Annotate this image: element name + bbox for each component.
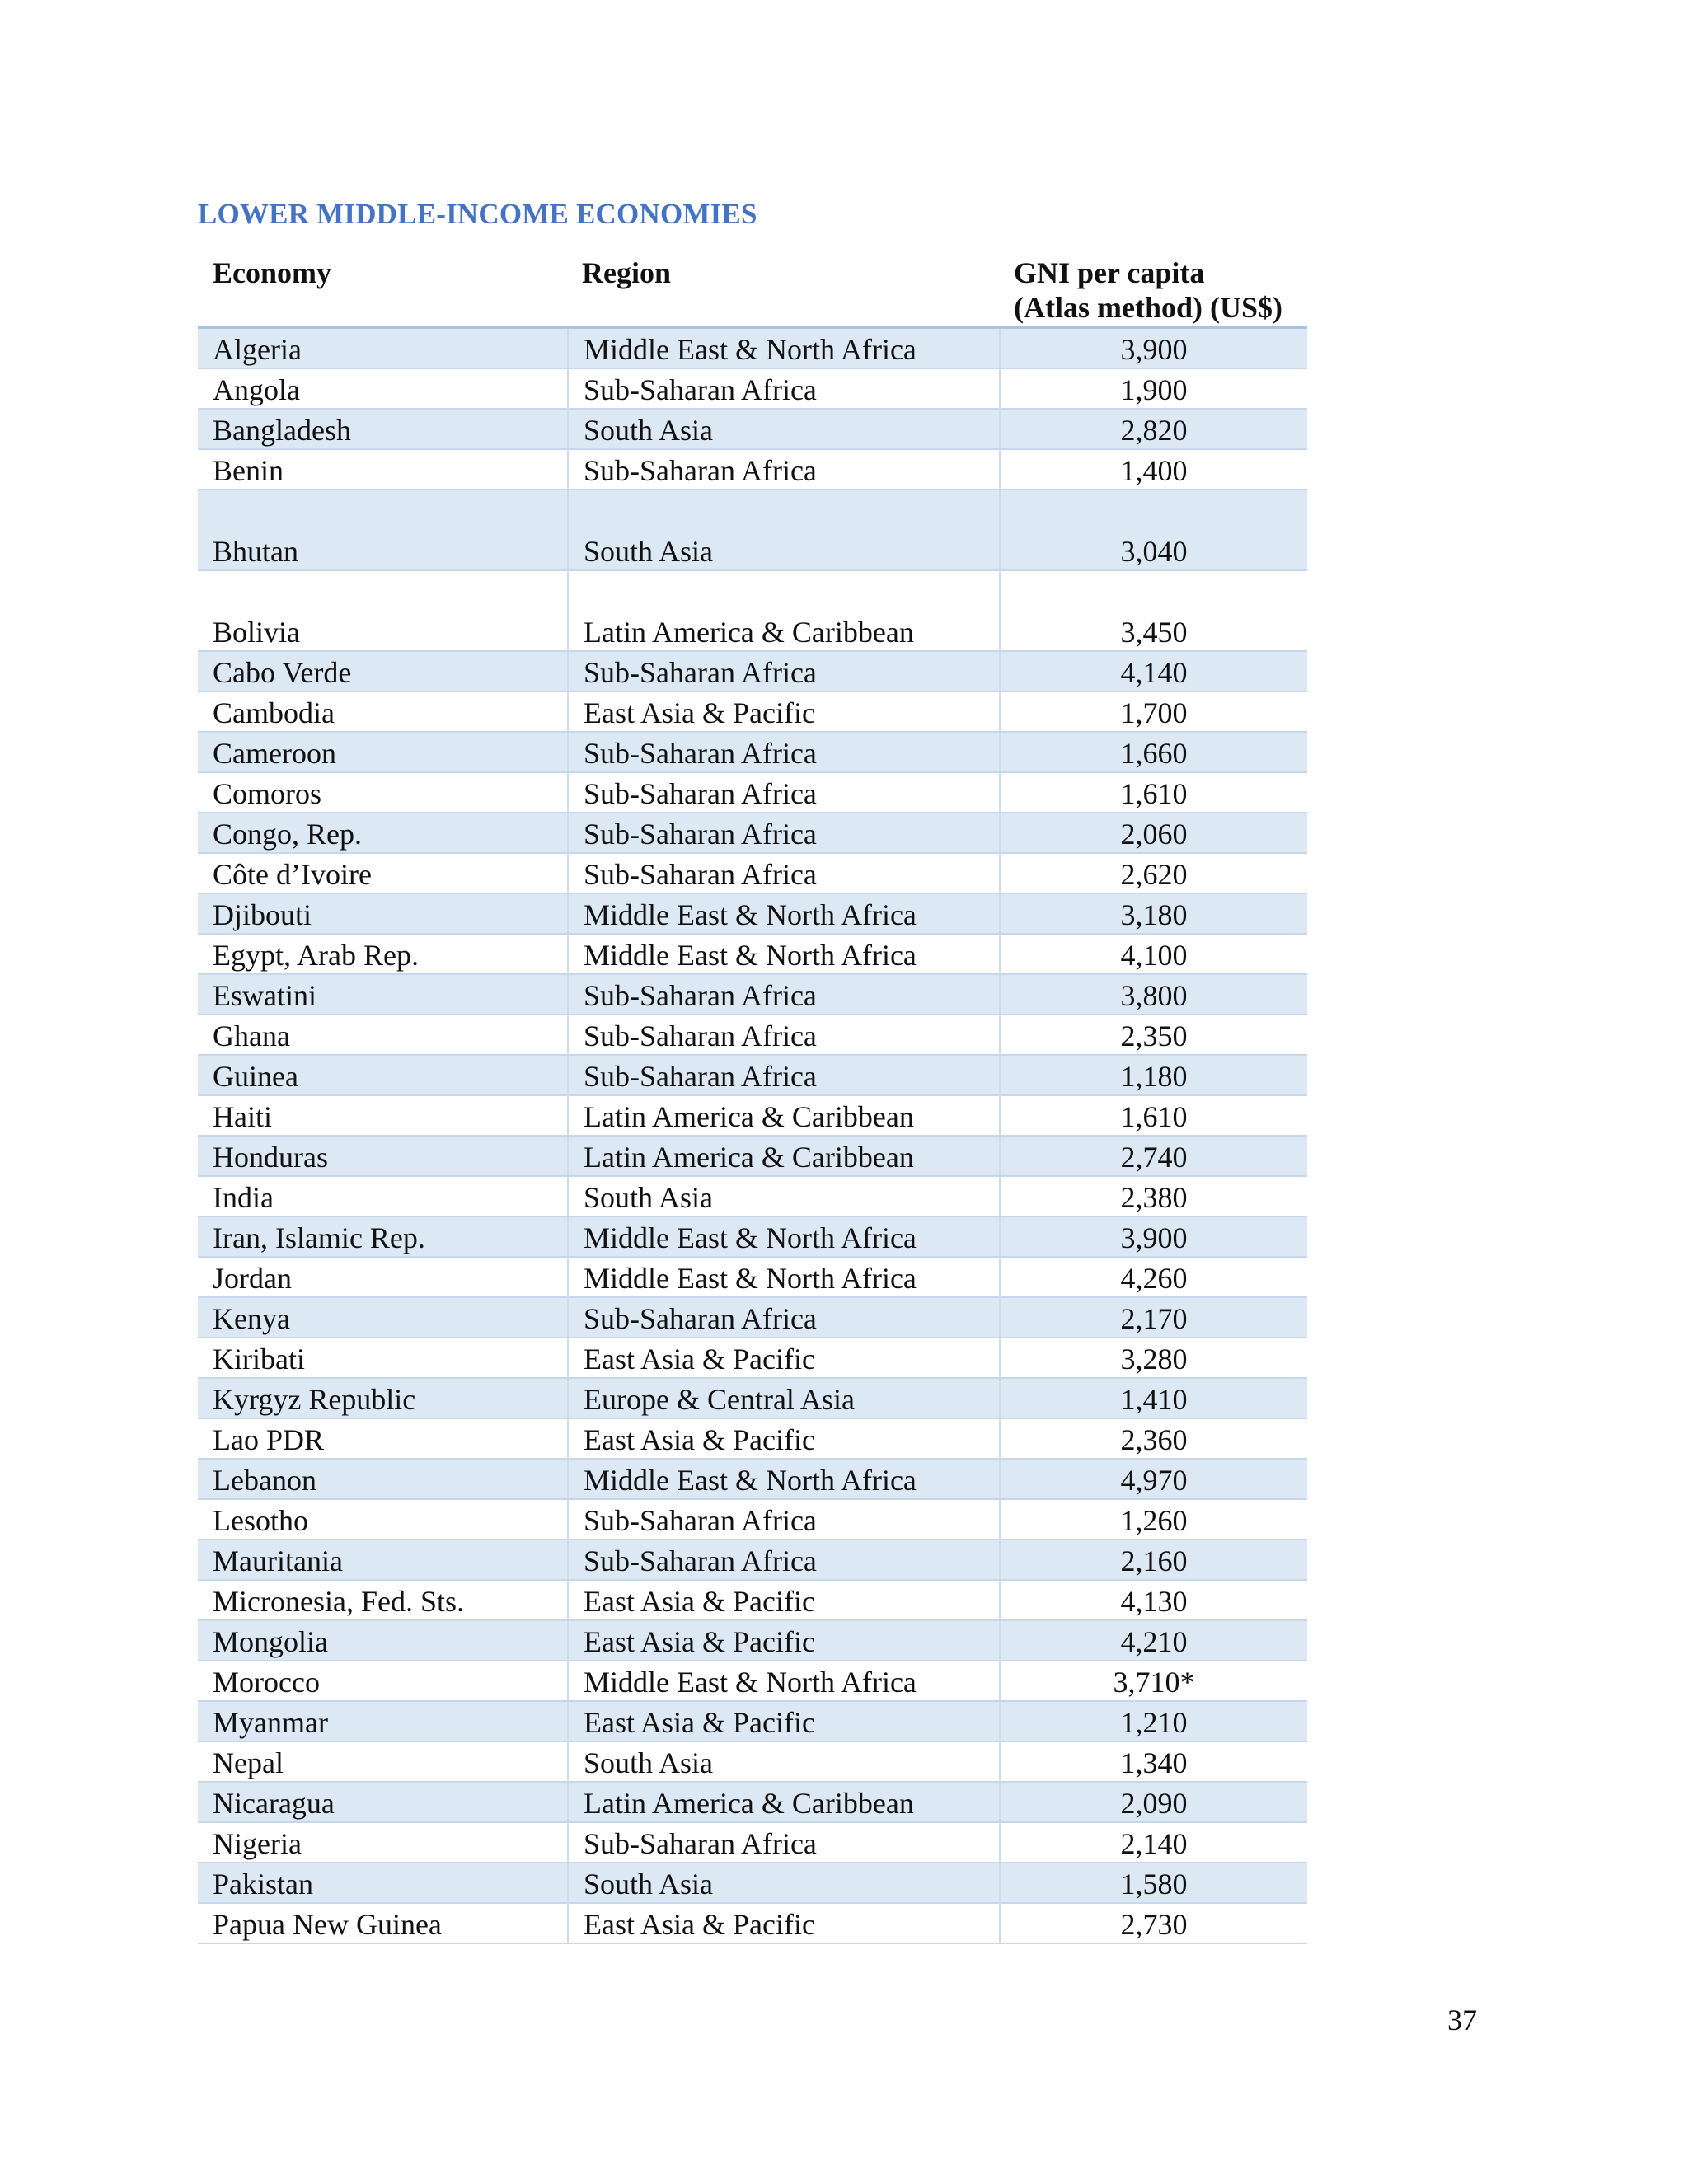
economy-cell: Cameroon xyxy=(213,737,336,770)
economy-cell: Guinea xyxy=(213,1060,298,1093)
gni-cell: 2,620 xyxy=(999,854,1307,893)
income-table xyxy=(198,254,1307,1944)
gni-cell: 1,900 xyxy=(999,369,1307,408)
table-row xyxy=(198,773,1307,813)
table-row xyxy=(198,1379,1307,1419)
economy-cell: Kyrgyz Republic xyxy=(213,1383,416,1416)
table-row xyxy=(198,1298,1307,1338)
table-row xyxy=(198,894,1307,935)
economy-cell: Cambodia xyxy=(213,696,335,729)
region-cell: East Asia & Pacific xyxy=(567,1419,999,1458)
table-row xyxy=(198,652,1307,692)
gni-cell: 3,450 xyxy=(999,571,1307,650)
region-cell: Sub-Saharan Africa xyxy=(567,813,999,852)
economy-cell: Algeria xyxy=(213,333,302,366)
table-row xyxy=(198,1217,1307,1258)
table-row xyxy=(198,1056,1307,1096)
economy-cell: Bolivia xyxy=(213,616,300,649)
region-cell: Latin America & Caribbean xyxy=(567,571,999,650)
gni-cell: 1,660 xyxy=(999,733,1307,771)
economy-cell: Angola xyxy=(213,373,300,406)
region-cell: East Asia & Pacific xyxy=(567,1904,999,1943)
economy-cell: Nicaragua xyxy=(213,1787,335,1820)
economy-cell: Iran, Islamic Rep. xyxy=(213,1221,425,1254)
economy-cell: Egypt, Arab Rep. xyxy=(213,939,419,972)
gni-cell: 1,700 xyxy=(999,692,1307,731)
table-row xyxy=(198,692,1307,733)
gni-cell: 3,710* xyxy=(999,1661,1307,1700)
region-cell: Sub-Saharan Africa xyxy=(567,652,999,691)
gni-cell: 1,340 xyxy=(999,1742,1307,1781)
region-cell: Sub-Saharan Africa xyxy=(567,975,999,1014)
table-row xyxy=(198,571,1307,652)
region-cell: South Asia xyxy=(567,1863,999,1902)
gni-cell: 2,140 xyxy=(999,1823,1307,1862)
economy-cell: Lesotho xyxy=(213,1504,308,1537)
gni-cell: 2,350 xyxy=(999,1015,1307,1054)
table-row xyxy=(198,813,1307,854)
region-cell: Middle East & North Africa xyxy=(567,1460,999,1498)
gni-cell: 1,580 xyxy=(999,1863,1307,1902)
region-cell: South Asia xyxy=(567,410,999,448)
region-cell: Middle East & North Africa xyxy=(567,329,999,368)
region-cell: Sub-Saharan Africa xyxy=(567,1015,999,1054)
table-row xyxy=(198,369,1307,410)
region-cell: Sub-Saharan Africa xyxy=(567,733,999,771)
gni-cell: 1,400 xyxy=(999,450,1307,489)
economy-cell: Morocco xyxy=(213,1666,320,1699)
table-row xyxy=(198,490,1307,571)
region-cell: East Asia & Pacific xyxy=(567,1702,999,1741)
gni-cell: 3,280 xyxy=(999,1338,1307,1377)
economy-cell: Kiribati xyxy=(213,1343,305,1376)
gni-cell: 3,040 xyxy=(999,490,1307,569)
economy-cell: Nigeria xyxy=(213,1827,302,1860)
page-title: LOWER MIDDLE-INCOME ECONOMIES xyxy=(198,198,757,230)
table-header-row xyxy=(198,254,1307,329)
table-row xyxy=(198,1015,1307,1056)
table-row xyxy=(198,1823,1307,1863)
region-cell: Europe & Central Asia xyxy=(567,1379,999,1418)
economy-cell: Cabo Verde xyxy=(213,656,352,689)
gni-cell: 3,900 xyxy=(999,1217,1307,1256)
header-gni xyxy=(999,254,1307,326)
gni-cell: 2,170 xyxy=(999,1298,1307,1337)
table-body xyxy=(198,329,1307,1944)
economy-cell: Haiti xyxy=(213,1100,272,1133)
table-row xyxy=(198,854,1307,894)
table-row xyxy=(198,1338,1307,1379)
gni-cell: 1,610 xyxy=(999,1096,1307,1135)
region-cell: Middle East & North Africa xyxy=(567,894,999,933)
table-row xyxy=(198,1540,1307,1581)
gni-cell: 2,360 xyxy=(999,1419,1307,1458)
economy-cell: Myanmar xyxy=(213,1706,328,1739)
economy-cell: Kenya xyxy=(213,1302,290,1335)
region-cell: Sub-Saharan Africa xyxy=(567,1540,999,1579)
table-row xyxy=(198,1096,1307,1137)
economy-cell: Comoros xyxy=(213,777,322,810)
region-cell: Sub-Saharan Africa xyxy=(567,854,999,893)
region-cell: South Asia xyxy=(567,1742,999,1781)
gni-cell: 1,410 xyxy=(999,1379,1307,1418)
table-row xyxy=(198,1742,1307,1783)
gni-cell: 3,800 xyxy=(999,975,1307,1014)
region-cell: Middle East & North Africa xyxy=(567,1661,999,1700)
header-gni-line1: GNI per capita xyxy=(1014,256,1205,289)
economy-cell: Honduras xyxy=(213,1141,328,1174)
region-cell: East Asia & Pacific xyxy=(567,1581,999,1619)
region-cell: Latin America & Caribbean xyxy=(567,1783,999,1821)
gni-cell: 3,900 xyxy=(999,329,1307,368)
region-cell: East Asia & Pacific xyxy=(567,692,999,731)
economy-cell: Nepal xyxy=(213,1746,284,1779)
region-cell: Latin America & Caribbean xyxy=(567,1096,999,1135)
table-row xyxy=(198,1177,1307,1217)
economy-cell: Bhutan xyxy=(213,535,298,568)
gni-cell: 4,130 xyxy=(999,1581,1307,1619)
economy-cell: Lao PDR xyxy=(213,1423,324,1456)
economy-cell: Côte d’Ivoire xyxy=(213,858,372,891)
economy-cell: Micronesia, Fed. Sts. xyxy=(213,1585,464,1618)
economy-cell: Benin xyxy=(213,454,284,487)
economy-cell: Congo, Rep. xyxy=(213,818,363,851)
header-gni-line2: (Atlas method) (US$) xyxy=(1014,291,1282,324)
gni-cell: 2,160 xyxy=(999,1540,1307,1579)
table-row xyxy=(198,733,1307,773)
region-cell: Sub-Saharan Africa xyxy=(567,1056,999,1094)
gni-cell: 1,610 xyxy=(999,773,1307,812)
economy-cell: Jordan xyxy=(213,1262,292,1295)
region-cell: Sub-Saharan Africa xyxy=(567,1500,999,1539)
region-cell: Sub-Saharan Africa xyxy=(567,1298,999,1337)
gni-cell: 2,060 xyxy=(999,813,1307,852)
table-row xyxy=(198,410,1307,450)
gni-cell: 2,740 xyxy=(999,1137,1307,1175)
economy-cell: Mauritania xyxy=(213,1544,343,1577)
table-row xyxy=(198,1783,1307,1823)
gni-cell: 2,820 xyxy=(999,410,1307,448)
region-cell: East Asia & Pacific xyxy=(567,1621,999,1660)
region-cell: East Asia & Pacific xyxy=(567,1338,999,1377)
table-row xyxy=(198,1702,1307,1742)
table-row xyxy=(198,935,1307,975)
page-number: 37 xyxy=(1447,2004,1477,2036)
economy-cell: Djibouti xyxy=(213,898,312,931)
region-cell: Middle East & North Africa xyxy=(567,935,999,973)
gni-cell: 4,210 xyxy=(999,1621,1307,1660)
region-cell: Sub-Saharan Africa xyxy=(567,450,999,489)
gni-cell: 4,970 xyxy=(999,1460,1307,1498)
economy-cell: Pakistan xyxy=(213,1868,313,1900)
table-row xyxy=(198,329,1307,369)
region-cell: Sub-Saharan Africa xyxy=(567,369,999,408)
table-row xyxy=(198,1581,1307,1621)
gni-cell: 3,180 xyxy=(999,894,1307,933)
region-cell: South Asia xyxy=(567,1177,999,1216)
gni-cell: 4,100 xyxy=(999,935,1307,973)
table-row xyxy=(198,1661,1307,1702)
gni-cell: 1,180 xyxy=(999,1056,1307,1094)
economy-cell: Lebanon xyxy=(213,1464,316,1497)
gni-cell: 1,260 xyxy=(999,1500,1307,1539)
economy-cell: Eswatini xyxy=(213,979,316,1012)
gni-cell: 2,380 xyxy=(999,1177,1307,1216)
economy-cell: Mongolia xyxy=(213,1625,328,1658)
region-cell: Middle East & North Africa xyxy=(567,1258,999,1296)
economy-cell: Ghana xyxy=(213,1019,290,1052)
table-row xyxy=(198,1500,1307,1540)
region-cell: South Asia xyxy=(567,490,999,569)
gni-cell: 4,140 xyxy=(999,652,1307,691)
economy-cell: Bangladesh xyxy=(213,414,351,447)
gni-cell: 2,090 xyxy=(999,1783,1307,1821)
region-cell: Latin America & Caribbean xyxy=(567,1137,999,1175)
table-row xyxy=(198,1419,1307,1460)
region-cell: Sub-Saharan Africa xyxy=(567,1823,999,1862)
header-region: Region xyxy=(582,256,671,289)
gni-cell: 1,210 xyxy=(999,1702,1307,1741)
table-row xyxy=(198,1137,1307,1177)
table-row xyxy=(198,450,1307,490)
table-row xyxy=(198,1621,1307,1661)
economy-cell: Papua New Guinea xyxy=(213,1908,442,1941)
table-row xyxy=(198,1258,1307,1298)
region-cell: Middle East & North Africa xyxy=(567,1217,999,1256)
table-row xyxy=(198,1904,1307,1944)
header-economy: Economy xyxy=(213,256,331,289)
economy-cell: India xyxy=(213,1181,274,1214)
table-row xyxy=(198,975,1307,1015)
table-row xyxy=(198,1460,1307,1500)
table-row xyxy=(198,1863,1307,1904)
gni-cell: 4,260 xyxy=(999,1258,1307,1296)
region-cell: Sub-Saharan Africa xyxy=(567,773,999,812)
gni-cell: 2,730 xyxy=(999,1904,1307,1943)
